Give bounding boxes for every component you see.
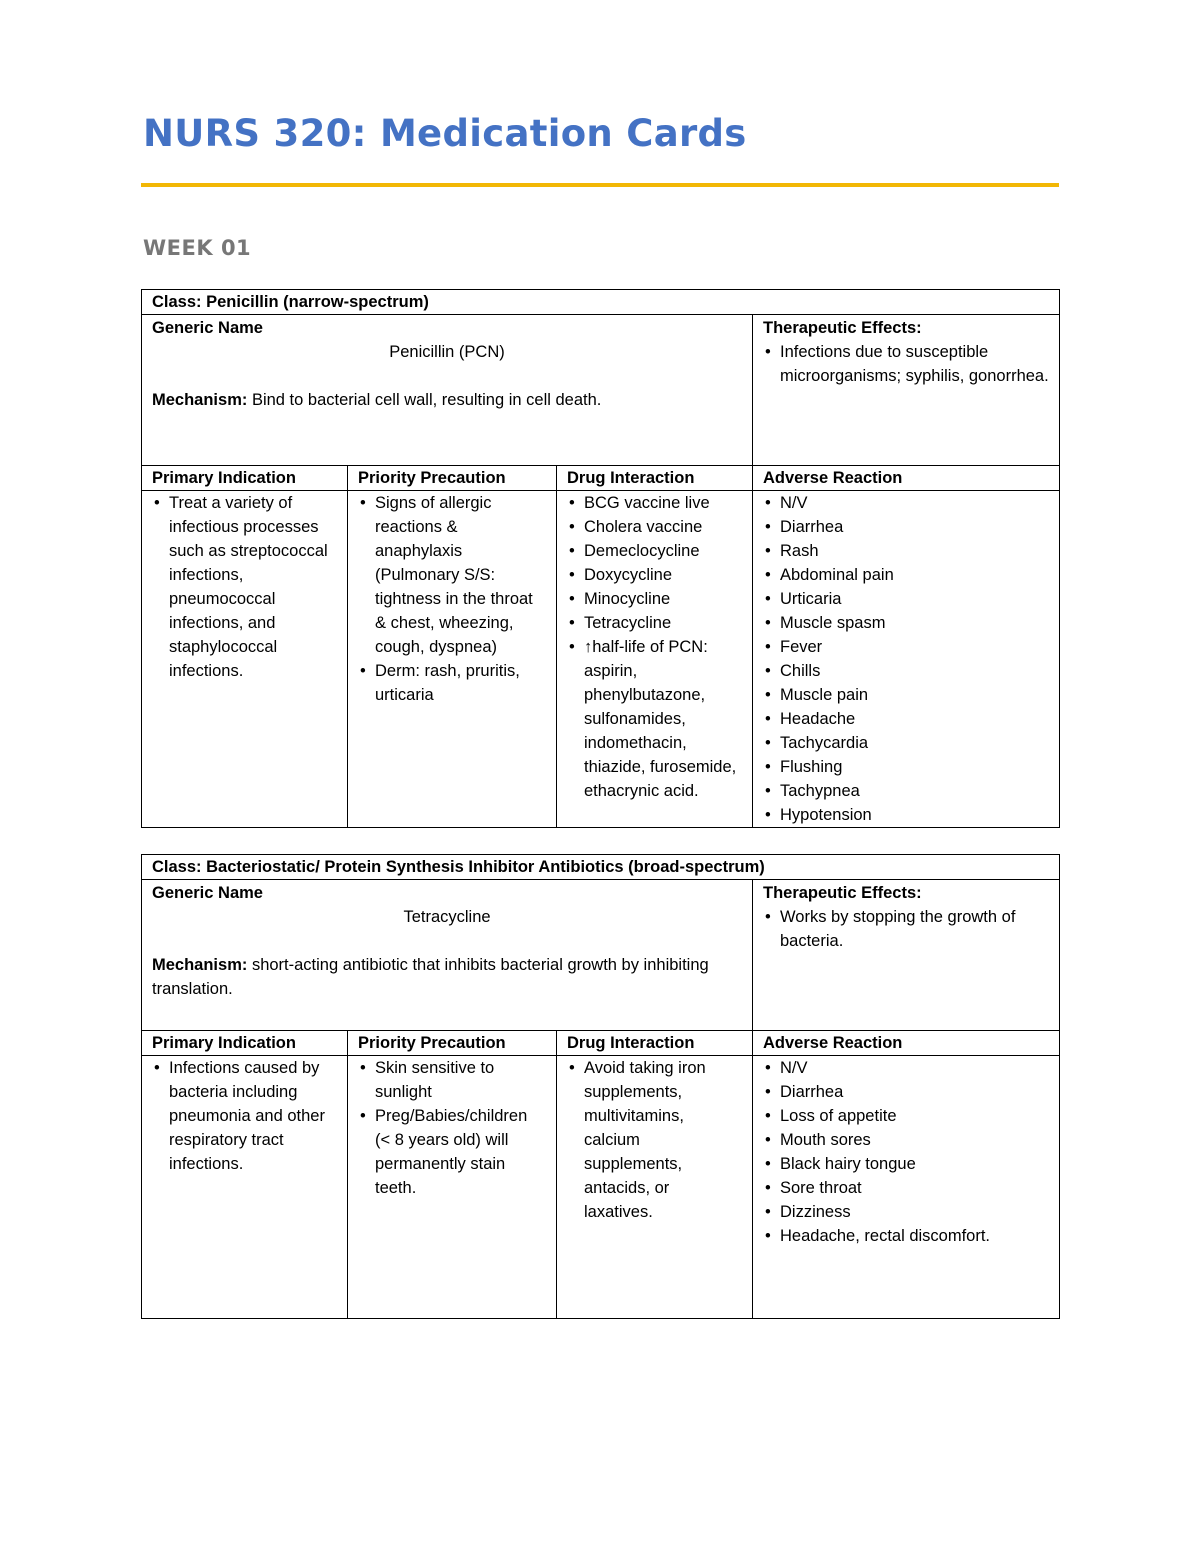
title-underline	[141, 183, 1059, 187]
primary-indication-cell	[142, 1056, 348, 1319]
adverse-reaction-cell	[753, 491, 1060, 828]
list-item: • Signs of allergic reactions & anaphylaxis (Pulmonary S/S: tightness in the throat & chest, wheezing, cough, dyspnea)	[358, 491, 546, 659]
adverse-reaction-header: Adverse Reaction	[753, 1031, 1060, 1056]
therapeutic-effects-list	[763, 905, 1049, 953]
list-item: • Headache	[763, 707, 1049, 731]
mechanism-text	[152, 388, 742, 412]
adverse-reaction-list	[763, 1056, 1049, 1248]
drug-class: Class: Penicillin (narrow-spectrum)	[142, 290, 1060, 315]
list-item: • Tachypnea	[763, 779, 1049, 803]
list-item: • N/V	[763, 491, 1049, 515]
generic-name-label: Generic Name	[152, 319, 263, 337]
list-item: • Doxycycline	[567, 563, 742, 587]
list-item: • Cholera vaccine	[567, 515, 742, 539]
list-item: • ↑half-life of PCN: aspirin, phenylbutazone, sulfonamides, indomethacin, thiazide, furosemide, ethacrynic acid.	[567, 635, 742, 803]
drug-interaction-header: Drug Interaction	[557, 1031, 753, 1056]
generic-name-cell	[142, 315, 753, 466]
list-item: • Skin sensitive to sunlight	[358, 1056, 546, 1104]
list-item: • Avoid taking iron supplements, multivitamins, calcium supplements, antacids, or laxatives.	[567, 1056, 742, 1224]
generic-name-cell	[142, 880, 753, 1031]
list-item: • Headache, rectal discomfort.	[763, 1224, 1049, 1248]
therapeutic-effects-label: Therapeutic Effects:	[763, 319, 922, 337]
week-heading: WEEK 01	[143, 236, 252, 260]
list-item: • Fever	[763, 635, 1049, 659]
list-item: • Muscle pain	[763, 683, 1049, 707]
list-item: • Muscle spasm	[763, 611, 1049, 635]
generic-name-label: Generic Name	[152, 884, 263, 902]
list-item: • Tetracycline	[567, 611, 742, 635]
drug-interaction-cell	[557, 1056, 753, 1319]
list-item: • Hypotension	[763, 803, 1049, 827]
priority-precaution-list	[358, 1056, 546, 1200]
list-item: • Sore throat	[763, 1176, 1049, 1200]
mechanism-text	[152, 953, 742, 1001]
mechanism-value: Bind to bacterial cell wall, resulting in cell death.	[247, 391, 602, 409]
mechanism-label: Mechanism:	[152, 391, 248, 409]
list-item: • Dizziness	[763, 1200, 1049, 1224]
list-item: • Treat a variety of infectious processes such as streptococcal infections, pneumococcal infections, and staphylococcal infections.	[152, 491, 337, 683]
priority-precaution-cell	[348, 491, 557, 828]
list-item: • Minocycline	[567, 587, 742, 611]
drug-interaction-cell	[557, 491, 753, 828]
mechanism-label: Mechanism:	[152, 956, 248, 974]
primary-indication-header: Primary Indication	[142, 1031, 348, 1056]
list-item: • Flushing	[763, 755, 1049, 779]
list-item: • Preg/Babies/children (< 8 years old) will permanently stain teeth.	[358, 1104, 546, 1200]
therapeutic-effects-list	[763, 340, 1049, 388]
primary-indication-header: Primary Indication	[142, 466, 348, 491]
list-item: • Black hairy tongue	[763, 1152, 1049, 1176]
list-item: • Urticaria	[763, 587, 1049, 611]
drug-interaction-list	[567, 491, 742, 803]
therapeutic-effects-cell	[753, 880, 1060, 1031]
list-item: • BCG vaccine live	[567, 491, 742, 515]
list-item: • Diarrhea	[763, 515, 1049, 539]
adverse-reaction-cell	[753, 1056, 1060, 1319]
list-item: • Derm: rash, pruritis, urticaria	[358, 659, 546, 707]
list-item: • N/V	[763, 1056, 1049, 1080]
generic-name-value: Penicillin (PCN)	[389, 343, 505, 361]
drug-class: Class: Bacteriostatic/ Protein Synthesis Inhibitor Antibiotics (broad-spectrum)	[142, 855, 1060, 880]
therapeutic-effects-cell	[753, 315, 1060, 466]
adverse-reaction-list	[763, 491, 1049, 827]
list-item: • Infections due to susceptible microorganisms; syphilis, gonorrhea.	[763, 340, 1049, 388]
list-item: • Diarrhea	[763, 1080, 1049, 1104]
list-item: • Loss of appetite	[763, 1104, 1049, 1128]
priority-precaution-header: Priority Precaution	[348, 1031, 557, 1056]
generic-name-value: Tetracycline	[403, 908, 491, 926]
list-item: • Rash	[763, 539, 1049, 563]
list-item: • Mouth sores	[763, 1128, 1049, 1152]
primary-indication-list	[152, 491, 337, 683]
list-item: • Infections caused by bacteria including pneumonia and other respiratory tract infections.	[152, 1056, 337, 1176]
medication-card-tetracycline	[141, 854, 1060, 1319]
therapeutic-effects-label: Therapeutic Effects:	[763, 884, 922, 902]
list-item: • Chills	[763, 659, 1049, 683]
medication-card-penicillin	[141, 289, 1060, 828]
drug-interaction-header: Drug Interaction	[557, 466, 753, 491]
list-item: • Tachycardia	[763, 731, 1049, 755]
priority-precaution-list	[358, 491, 546, 707]
adverse-reaction-header: Adverse Reaction	[753, 466, 1060, 491]
list-item: • Abdominal pain	[763, 563, 1049, 587]
mechanism-value: short-acting antibiotic that inhibits bacterial growth by inhibiting translation.	[152, 956, 709, 998]
list-item: • Demeclocycline	[567, 539, 742, 563]
primary-indication-cell	[142, 491, 348, 828]
priority-precaution-header: Priority Precaution	[348, 466, 557, 491]
page-title: NURS 320: Medication Cards	[143, 112, 747, 155]
priority-precaution-cell	[348, 1056, 557, 1319]
primary-indication-list	[152, 1056, 337, 1176]
drug-interaction-list	[567, 1056, 742, 1224]
list-item: • Works by stopping the growth of bacteria.	[763, 905, 1049, 953]
